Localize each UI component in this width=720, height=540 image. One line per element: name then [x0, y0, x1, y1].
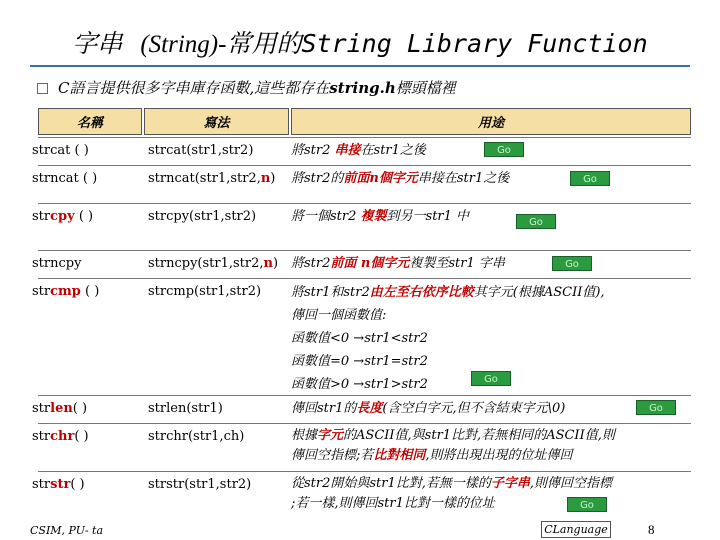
- go-button[interactable]: Go: [484, 142, 524, 157]
- usage-line: [291, 426, 615, 446]
- usage-text: 將一個str2: [291, 209, 361, 224]
- page-number: 8: [648, 522, 655, 537]
- usage-text: (含空白字元,但不含結束字元\0): [382, 401, 566, 416]
- function-usage: [291, 398, 565, 420]
- usage-text: 將str2的: [291, 171, 344, 186]
- usage-line: [291, 494, 612, 514]
- function-name: [32, 281, 99, 303]
- function-syntax: [148, 168, 275, 190]
- usage-text: 從str2開始與str1比對,若無一樣的: [291, 476, 491, 491]
- function-name: [32, 426, 89, 448]
- syntax-suffix: ): [270, 171, 276, 186]
- go-button[interactable]: Go: [552, 256, 592, 271]
- syntax-prefix: strncpy(str1,str2,: [148, 256, 264, 271]
- name-prefix: str: [32, 477, 51, 492]
- usage-line: [291, 446, 615, 466]
- usage-text: 將str1和str2: [291, 285, 370, 300]
- footer-course: CLanguage: [541, 521, 611, 538]
- name-suffix: ( ): [72, 401, 88, 416]
- function-syntax: strcpy(str1,str2): [148, 209, 257, 224]
- name-highlight: str: [50, 477, 71, 492]
- row-divider: [38, 395, 691, 396]
- usage-text: 的ASCII值,與str1比對,若無相同的ASCII值,則: [343, 428, 615, 443]
- go-button[interactable]: Go: [471, 371, 511, 386]
- function-name: strcat ( ): [32, 143, 89, 158]
- usage-highlight: 複製: [360, 209, 387, 224]
- title-part3: String Library Function: [301, 29, 648, 58]
- syntax-n: n: [263, 256, 273, 271]
- usage-text: 複製至str1 字串: [409, 256, 505, 271]
- syntax-suffix: ): [272, 256, 279, 271]
- usage-highlight: 前面n個字元: [343, 171, 418, 186]
- usage-text: 傳回一個函數值:: [291, 308, 387, 323]
- footer-author: CSIM, PU- ta: [30, 524, 104, 537]
- go-button[interactable]: Go: [516, 214, 556, 229]
- title-divider: [30, 65, 690, 67]
- intro-text: C語言提供很多字串庫存函數,這些都存在: [58, 79, 330, 97]
- usage-highlight: 子字串: [490, 476, 530, 491]
- function-name: [32, 398, 87, 420]
- row-divider: [38, 165, 691, 166]
- row-divider: [38, 423, 691, 424]
- function-usage: [291, 253, 505, 275]
- function-usage: [291, 426, 615, 466]
- usage-text: 函數值<0 →str1<str2: [291, 331, 428, 346]
- function-name: [32, 206, 93, 228]
- usage-text: 在str1之後: [360, 143, 426, 158]
- usage-text: 傳回空指標;若: [291, 448, 374, 463]
- usage-text: ,則傳回空指標: [529, 476, 613, 491]
- name-highlight: chr: [50, 429, 75, 444]
- header-usage: 用途: [291, 108, 691, 135]
- usage-text: 串接在str1之後: [417, 171, 510, 186]
- usage-highlight: 長度: [356, 401, 383, 416]
- name-prefix: str: [32, 284, 51, 299]
- function-usage: [291, 474, 612, 514]
- name-highlight: cmp: [50, 284, 81, 299]
- function-syntax: strlen(str1): [148, 401, 223, 416]
- go-button[interactable]: Go: [636, 400, 676, 415]
- syntax-n: n: [260, 171, 271, 186]
- usage-line: [291, 350, 605, 373]
- go-button[interactable]: Go: [570, 171, 610, 186]
- name-highlight: len: [50, 401, 73, 416]
- usage-line: [291, 474, 612, 494]
- intro-bullet: [37, 77, 456, 98]
- title-part1: 字串: [72, 29, 123, 58]
- row-divider: [38, 250, 691, 251]
- usage-line: [291, 373, 605, 396]
- header-syntax: 寫法: [144, 108, 289, 135]
- usage-text: 根據: [291, 428, 318, 443]
- name-prefix: str: [32, 401, 51, 416]
- function-name: [32, 474, 85, 496]
- row-divider: [38, 203, 691, 204]
- string-function-table: [32, 108, 691, 528]
- go-button[interactable]: Go: [567, 497, 607, 512]
- intro-suffix: 標頭檔裡: [395, 79, 456, 97]
- function-syntax: strcat(str1,str2): [148, 143, 254, 158]
- name-suffix: ( ): [74, 209, 94, 224]
- function-usage: [291, 168, 509, 190]
- usage-text: ;若一樣,則傳回str1比對一樣的位址: [291, 496, 495, 511]
- usage-text: 將str2: [291, 143, 335, 158]
- usage-line: [291, 281, 605, 304]
- usage-text: 函數值=0 →str1=str2: [291, 354, 428, 369]
- function-syntax: strchr(str1,ch): [148, 429, 245, 444]
- row-divider: [38, 137, 691, 138]
- function-syntax: [148, 253, 278, 275]
- name-suffix: ( ): [70, 477, 85, 492]
- name-suffix: ( ): [74, 429, 89, 444]
- row-divider: [38, 278, 691, 279]
- function-usage: [291, 206, 469, 228]
- row-divider: [38, 471, 691, 472]
- usage-line: [291, 327, 605, 350]
- name-prefix: str: [32, 209, 51, 224]
- usage-text: ,則將出現出現的位址傳回: [425, 448, 573, 463]
- usage-text: 函數值>0 →str1>str2: [291, 377, 428, 392]
- title-part2: (String)-常用的: [140, 31, 302, 58]
- usage-text: 傳回str1的: [291, 401, 357, 416]
- usage-line: [291, 304, 605, 327]
- usage-highlight: 串接: [334, 143, 361, 158]
- usage-highlight: 前面 n個字元: [330, 256, 410, 271]
- function-usage: [291, 281, 605, 396]
- header-name: 名稱: [38, 108, 142, 135]
- name-prefix: str: [32, 429, 51, 444]
- slide-title: [0, 24, 720, 60]
- usage-text: 到另一str1 中: [386, 209, 470, 224]
- usage-text: 將str2: [291, 256, 331, 271]
- name-suffix: ( ): [80, 284, 100, 299]
- checkbox-bullet-icon: [37, 83, 48, 94]
- function-usage: [291, 140, 426, 162]
- function-syntax: strcmp(str1,str2): [148, 284, 262, 299]
- name-highlight: cpy: [50, 209, 75, 224]
- usage-highlight: 字元: [317, 428, 344, 443]
- function-syntax: strstr(str1,str2): [148, 477, 252, 492]
- function-name: strncat ( ): [32, 171, 98, 186]
- intro-library: string.h: [329, 79, 396, 97]
- usage-highlight: 比對相同: [373, 448, 426, 463]
- function-name: strncpy: [32, 256, 82, 271]
- usage-text: 其字元(根據ASCII值),: [473, 285, 605, 300]
- syntax-prefix: strncat(str1,str2,: [148, 171, 261, 186]
- usage-highlight: 由左至右依序比較: [369, 285, 474, 300]
